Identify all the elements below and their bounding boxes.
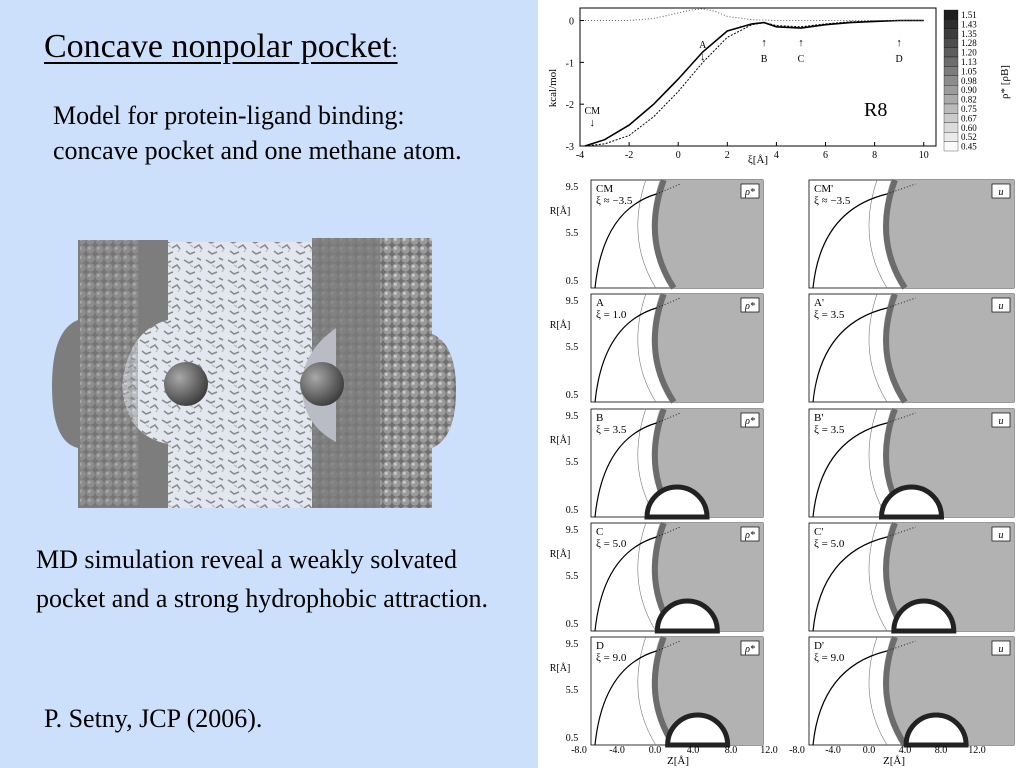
colorbar-value: 0.67 [961,113,977,124]
map-panel-label: C' [814,526,824,538]
colorbar-swatch [944,142,958,151]
colorbar-swatch [944,19,958,28]
map-y-tick-label: 9.5 [565,639,579,650]
density-map-right [809,637,1014,745]
map-y-label: R[Å] [549,435,571,446]
map-y-tick-label: 5.5 [565,342,579,353]
colorbar-value: 0.90 [961,85,977,96]
map-y-tick-label: 9.5 [565,296,579,307]
map-y-tick-label: 0.5 [565,390,579,401]
density-map-right [809,409,1014,517]
map-y-label: R[Å] [549,663,571,674]
pmf-annotation-arrow: ↓ [589,117,596,129]
map-panel-label: A [596,297,604,309]
pmf-x-tick-label: 8 [872,150,878,161]
density-map-left [591,294,763,402]
pmf-x-tick-label: -4 [575,150,585,161]
density-map-left [591,637,763,745]
map-panel-badge: ρ* [745,416,755,427]
intro-text: Model for protein-ligand binding: concave pocket and one methane atom. [53,101,462,165]
pmf-annotation-arrow: ↑ [896,37,902,49]
map-y-tick-label: 0.5 [565,505,579,516]
slide-title [44,28,398,66]
map-panel-badge: u [998,301,1004,312]
colorbar-value: 0.98 [961,75,977,86]
pmf-ylabel: kcal/mol [547,68,559,108]
pmf-x-tick-label: 10 [918,150,929,161]
pmf-label: R8 [864,99,888,121]
map-panel-xi: ξ = 5.0 [596,538,627,550]
colorbar-swatch [944,38,958,47]
slide-title-text: Concave nonpolar pocket [44,28,392,65]
colorbar-value: 1.05 [961,66,977,77]
density-map-right [809,523,1014,631]
colorbar-swatch [944,113,958,122]
figure-panel [538,0,1024,768]
map-x-tick-label: 12.0 [968,745,986,756]
colorbar-swatch [944,132,958,141]
map-panel-xi: ξ = 9.0 [596,652,627,664]
map-y-tick-label: 5.5 [565,228,579,239]
map-panel-badge: u [998,530,1004,541]
pmf-y-tick-label: -3 [565,142,574,153]
map-panel-label: CM' [814,183,834,195]
pmf-y-tick-label: -2 [565,100,574,112]
density-map-right [809,294,1014,402]
colorbar [944,10,977,152]
density-map-right [809,180,1014,288]
colorbar-value: 0.82 [961,94,977,105]
colorbar-swatch [944,29,958,38]
pmf-annotation-label: C [797,54,805,65]
colorbar-swatch [944,95,958,104]
map-panel-xi: ξ = 9.0 [814,652,845,664]
map-y-tick-label: 0.5 [565,276,579,287]
map-panel-xi: ξ ≈ −3.5 [814,195,851,207]
colorbar-swatch [944,66,958,75]
map-panel-xi: ξ = 3.5 [596,424,627,436]
pmf-annotation-label: CM [584,106,601,117]
map-x-tick-label: 0.0 [862,745,876,756]
map-panel-badge: u [998,644,1004,655]
map-panel-badge: u [998,187,1004,198]
map-x-tick-label: 4.0 [898,745,912,756]
density-maps [550,180,1014,756]
map-panel-xi: ξ = 5.0 [814,538,845,550]
pmf-annotation-arrow: ↓ [700,51,706,63]
colorbar-value: 0.52 [961,132,977,143]
map-panel-label: CM [596,183,614,195]
maps-x-label-right: Z[Å] [883,755,905,767]
density-map-left [591,523,763,631]
map-y-label: R[Å] [549,206,571,217]
slide-title-colon: : [391,37,398,62]
pmf-plot [547,8,1011,166]
map-panel-badge: ρ* [745,644,755,655]
map-panel-xi: ξ = 3.5 [814,424,845,436]
pmf-y-tick-label: 0 [569,16,574,28]
pmf-annotation-label: B [760,54,768,65]
map-x-tick-label: -4.0 [609,745,625,756]
colorbar-value: 1.51 [961,10,977,20]
map-panel-xi: ξ = 1.0 [596,309,627,321]
colorbar-swatch [944,10,958,19]
maps-x-label-left: Z[Å] [667,755,689,767]
summary-text: MD simulation reveal a weakly solvated pocket and a strong hydrophobic attraction. [36,545,488,613]
map-panel-label: D [596,640,604,652]
map-panel-label: D' [814,640,824,652]
map-y-tick-label: 5.5 [565,685,579,696]
map-panel-label: A' [814,297,824,309]
colorbar-value: 0.60 [961,122,977,133]
pmf-annotation-arrow: ↑ [798,37,804,49]
map-x-tick-label: 8.0 [724,745,738,756]
colorbar-swatch [944,48,958,57]
pmf-x-tick-label: 6 [823,150,829,161]
map-x-tick-label: -8.0 [571,745,587,756]
map-x-tick-label: -8.0 [789,745,805,756]
pmf-x-tick-label: -2 [624,150,634,161]
map-y-label: R[Å] [549,320,571,331]
map-panel-badge: ρ* [745,301,755,312]
map-y-tick-label: 9.5 [565,525,579,536]
density-map-left [591,409,763,517]
map-panel-label: B [596,412,604,424]
map-panel-label: B' [814,412,824,424]
simulation-snapshot [50,236,462,510]
pmf-xlabel: ξ[Å] [747,154,769,166]
pmf-annotation-label: D [895,54,903,65]
map-x-tick-label: 12.0 [760,745,778,756]
map-panel-xi: ξ = 3.5 [814,309,845,321]
pmf-x-tick-label: 0 [675,150,681,161]
map-panel-xi: ξ ≈ −3.5 [596,195,633,207]
colorbar-swatch [944,76,958,85]
colorbar-swatch [944,57,958,66]
map-x-tick-label: 4.0 [686,745,700,756]
map-y-tick-label: 0.5 [565,619,579,630]
colorbar-label: ρ* [ρB] [999,65,1011,99]
map-y-tick-label: 9.5 [565,182,579,193]
map-panel-label: C [596,526,604,538]
colorbar-swatch [944,123,958,132]
map-x-tick-label: 0.0 [648,745,662,756]
pmf-x-tick-label: 2 [724,150,730,161]
colorbar-value: 1.28 [961,38,977,49]
map-x-tick-label: -4.0 [825,745,841,756]
map-panel-badge: ρ* [745,530,755,541]
colorbar-value: 0.75 [961,104,977,114]
map-panel-badge: u [998,416,1004,427]
colorbar-value: 1.43 [961,19,977,30]
colorbar-swatch [944,104,958,113]
pmf-x-tick-label: 4 [773,150,779,161]
density-map-left [591,180,763,288]
pmf-annotation-label: A [699,40,707,51]
colorbar-value: 1.13 [961,57,977,67]
pmf-annotation-arrow: ↑ [761,37,767,49]
map-y-label: R[Å] [549,549,571,560]
map-y-tick-label: 0.5 [565,733,579,744]
map-panel-badge: ρ* [745,187,755,198]
citation: P. Setny, JCP (2006). [44,704,263,733]
colorbar-value: 0.45 [961,141,977,152]
map-y-tick-label: 5.5 [565,571,579,582]
map-y-tick-label: 5.5 [565,457,579,468]
map-x-tick-label: 8.0 [934,745,948,756]
map-y-tick-label: 9.5 [565,411,579,422]
colorbar-swatch [944,85,958,94]
colorbar-value: 1.35 [961,28,977,39]
pmf-y-tick-label: -1 [565,58,574,70]
colorbar-value: 1.20 [961,47,977,58]
